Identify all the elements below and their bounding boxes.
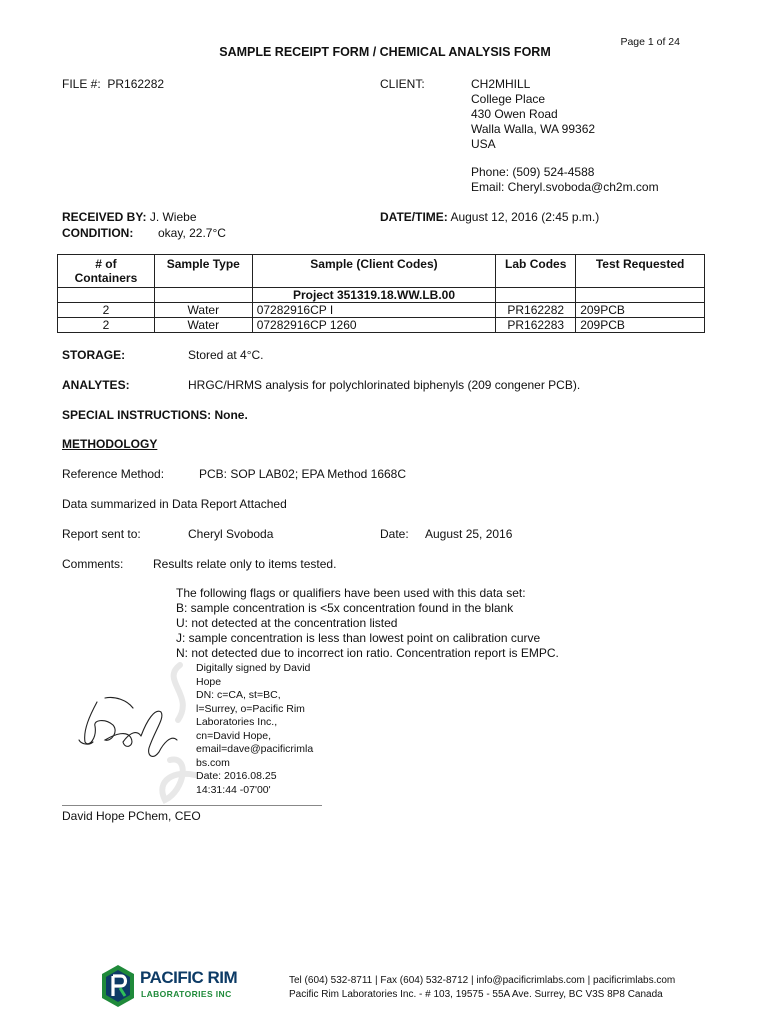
analytes-value: HRGC/HRMS analysis for polychlorinated biphenyls (209 congener PCB).	[188, 378, 581, 392]
flag-item: B: sample concentration is <5x concentration found in the blank	[176, 601, 514, 615]
project-row	[58, 288, 705, 303]
page-number: Page 1 of 24	[620, 36, 680, 48]
storage-label: STORAGE:	[62, 348, 126, 362]
client-email: Email: Cheryl.svoboda@ch2m.com	[471, 180, 659, 194]
header-lab-codes: Lab Codes	[496, 255, 576, 288]
reference-method-label: Reference Method:	[62, 467, 165, 481]
row-client-code: 07282916CP I	[252, 303, 496, 318]
row-lab-code: PR162282	[496, 303, 576, 318]
reference-method-value: PCB: SOP LAB02; EPA Method 1668C	[199, 467, 407, 481]
row-sample-type: Water	[154, 303, 252, 318]
flag-item: J: sample concentration is less than lowest point on calibration curve	[176, 631, 541, 645]
condition-value: okay, 22.7°C	[158, 226, 226, 240]
flag-item: N: not detected due to incorrect ion ratio. Concentration report is EMPC.	[176, 646, 559, 660]
header-sample-type: Sample Type	[154, 255, 252, 288]
project-row-empty-3	[496, 288, 576, 303]
flag-item: U: not detected at the concentration listed	[176, 616, 398, 630]
date-time-value: August 12, 2016 (2:45 p.m.)	[450, 210, 600, 224]
digital-signature-line: bs.com	[196, 756, 230, 769]
project-row-empty-2	[154, 288, 252, 303]
header-containers	[58, 255, 155, 288]
data-summary: Data summarized in Data Report Attached	[62, 497, 287, 511]
header-containers-line1: # of	[95, 257, 117, 271]
row-client-code: 07282916CP 1260	[252, 318, 496, 333]
client-name: CH2MHILL	[471, 77, 531, 91]
client-address	[471, 77, 659, 195]
header-sample-client-codes: Sample (Client Codes)	[252, 255, 496, 288]
client-label: CLIENT:	[380, 77, 425, 91]
row-containers: 2	[58, 303, 155, 318]
digital-signature-line: cn=David Hope,	[196, 729, 272, 742]
digital-signature-line: DN: c=CA, st=BC,	[196, 689, 281, 701]
date-time	[380, 210, 599, 224]
footer-contact: Tel (604) 532-8711 | Fax (604) 532-8712 | info@pacificrimlabs.com | pacificrimlabs.com	[289, 975, 676, 986]
date-time-label: DATE/TIME:	[380, 210, 448, 224]
methodology-heading: METHODOLOGY	[62, 437, 158, 451]
pacific-rim-hexagon-icon	[100, 964, 136, 1008]
form-title: SAMPLE RECEIPT FORM / CHEMICAL ANALYSIS FORM	[219, 45, 551, 59]
header-test-requested: Test Requested	[576, 255, 705, 288]
file-number	[62, 77, 164, 91]
condition-label: CONDITION:	[62, 226, 134, 240]
report-date-value: August 25, 2016	[425, 527, 513, 541]
row-test: 209PCB	[576, 318, 705, 333]
project-row-empty-4	[576, 288, 705, 303]
logo-name: PACIFIC RIM	[140, 968, 238, 987]
comments-label: Comments:	[62, 557, 124, 571]
comments-value: Results relate only to items tested.	[153, 557, 337, 571]
client-address-line1: College Place	[471, 92, 546, 106]
flags-block	[176, 586, 559, 661]
analytes-label: ANALYTES:	[62, 378, 130, 392]
client-country: USA	[471, 137, 496, 151]
row-test: 209PCB	[576, 303, 705, 318]
signature-line	[62, 805, 322, 806]
row-sample-type: Water	[154, 318, 252, 333]
client-address-line2: 430 Owen Road	[471, 107, 558, 121]
received-by	[62, 210, 197, 224]
handwritten-signature-icon	[75, 690, 185, 765]
special-instructions: SPECIAL INSTRUCTIONS: None.	[62, 408, 248, 422]
table-row	[58, 318, 705, 333]
digital-signature-line: email=dave@pacificrimla	[196, 743, 314, 755]
storage-value: Stored at 4°C.	[188, 348, 264, 362]
logo-subtitle: LABORATORIES INC	[141, 989, 232, 999]
company-logo	[100, 964, 250, 1008]
project-code: Project 351319.18.WW.LB.00	[252, 288, 496, 303]
client-city: Walla Walla, WA 99362	[471, 122, 596, 136]
digital-signature-line: Laboratories Inc.,	[196, 716, 278, 728]
digital-signature-line: Hope	[196, 675, 222, 688]
signatory-name: David Hope PChem, CEO	[62, 809, 201, 823]
flags-intro: The following flags or qualifiers have been used with this data set:	[176, 586, 526, 600]
report-sent-value: Cheryl Svoboda	[188, 527, 274, 541]
table-row	[58, 303, 705, 318]
project-row-empty-1	[58, 288, 155, 303]
digital-signature-line: 14:31:44 -07'00'	[196, 783, 271, 796]
digital-signature-line: Digitally signed by David	[196, 662, 311, 674]
received-by-label: RECEIVED BY:	[62, 210, 147, 224]
report-date-label: Date:	[380, 527, 409, 541]
received-by-value: J. Wiebe	[149, 210, 197, 224]
header-containers-line2: Containers	[74, 271, 138, 285]
digital-signature-line: l=Surrey, o=Pacific Rim	[196, 702, 305, 715]
table-header-row	[58, 255, 705, 288]
row-containers: 2	[58, 318, 155, 333]
report-sent-label: Report sent to:	[62, 527, 141, 541]
row-lab-code: PR162283	[496, 318, 576, 333]
digital-signature-block	[196, 662, 313, 797]
sample-table	[57, 254, 705, 333]
footer-address: Pacific Rim Laboratories Inc. - # 103, 19575 - 55A Ave. Surrey, BC V3S 8P8 Canada	[289, 989, 663, 1000]
client-phone: Phone: (509) 524-4588	[471, 165, 595, 179]
file-label: FILE #:	[62, 77, 101, 91]
digital-signature-line: Date: 2016.08.25	[196, 770, 277, 782]
condition	[62, 226, 226, 240]
file-value: PR162282	[107, 77, 165, 91]
footer	[289, 974, 675, 1002]
